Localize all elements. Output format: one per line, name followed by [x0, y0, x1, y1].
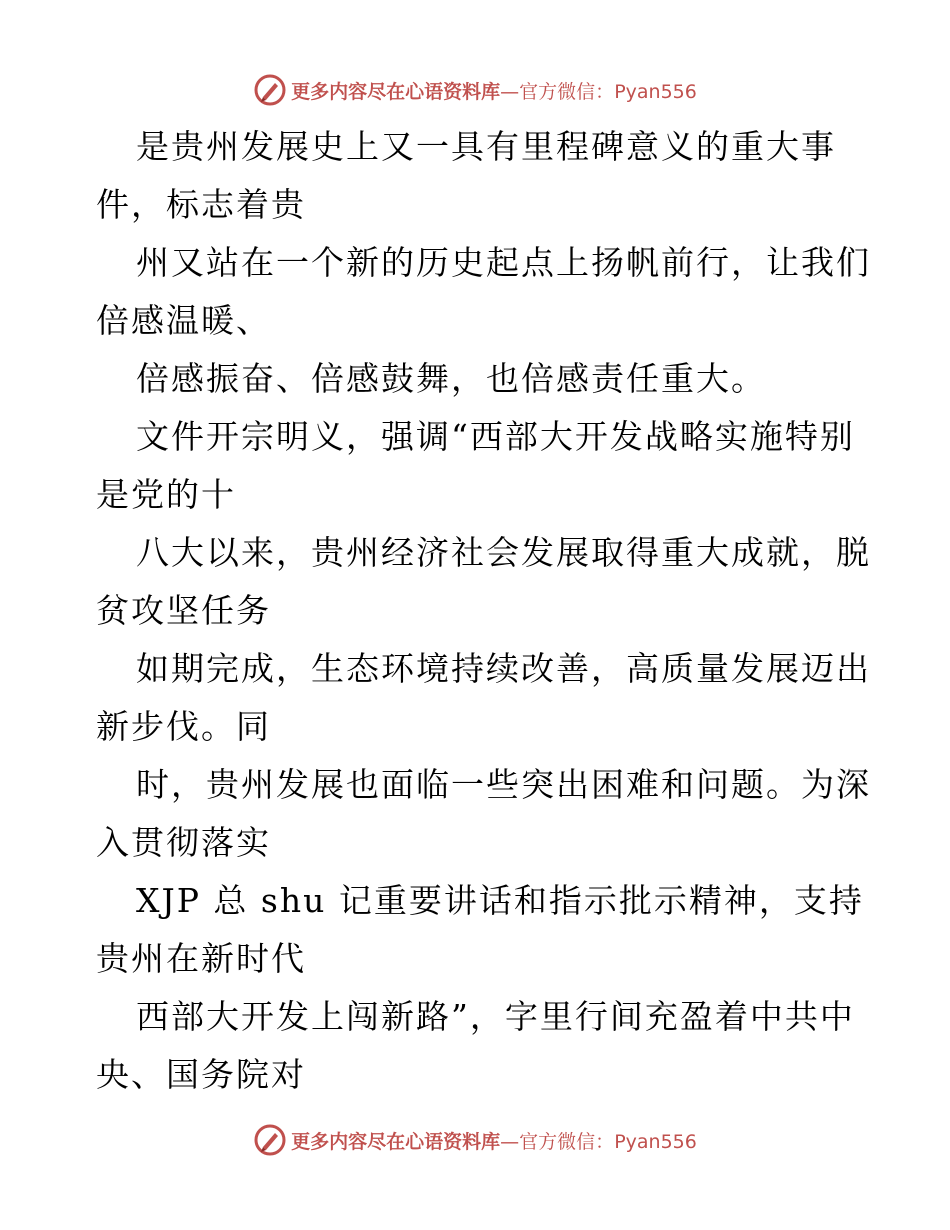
body-line: 新步伐。同	[96, 707, 271, 746]
body-line: 是党的十	[96, 475, 236, 514]
document-body	[96, 118, 871, 1104]
body-line: XJP 总 shu 记重要讲话和指示批示精神，支持	[136, 881, 864, 920]
footer-wechat-id: Pyan556	[614, 1130, 697, 1153]
header-banner	[0, 70, 950, 110]
body-line: 西部大开发上闯新路”，字里行间充盈着中共中	[136, 997, 855, 1036]
header-brand: 更多内容尽在心语资料库	[291, 80, 501, 103]
footer-wechat-label: 官方微信：	[519, 1130, 615, 1153]
pen-logo-icon	[253, 73, 287, 107]
header-separator: —	[500, 80, 520, 103]
footer-banner-text	[291, 1127, 697, 1154]
footer-separator: —	[500, 1130, 520, 1153]
footer-banner	[0, 1120, 950, 1160]
body-line: 贵州在新时代	[96, 939, 306, 978]
body-line: 央、国务院对	[96, 1055, 306, 1094]
body-line: 时，贵州发展也面临一些突出困难和问题。为深	[136, 765, 871, 804]
pen-logo-icon	[253, 1123, 287, 1157]
body-line: 贫攻坚任务	[96, 591, 271, 630]
body-line: 入贯彻落实	[96, 823, 271, 862]
body-line: 倍感振奋、倍感鼓舞，也倍感责任重大。	[136, 359, 766, 398]
body-line: 八大以来，贵州经济社会发展取得重大成就，脱	[136, 533, 871, 572]
body-line: 州又站在一个新的历史起点上扬帆前行，让我们	[136, 243, 871, 282]
header-banner-text	[291, 77, 697, 104]
body-line: 件，标志着贵	[96, 185, 306, 224]
header-wechat-id: Pyan556	[614, 80, 697, 103]
footer-brand: 更多内容尽在心语资料库	[291, 1130, 501, 1153]
body-line: 如期完成，生态环境持续改善，高质量发展迈出	[136, 649, 871, 688]
body-line: 是贵州发展史上又一具有里程碑意义的重大事	[136, 127, 836, 166]
body-line: 倍感温暖、	[96, 301, 271, 340]
body-line: 文件开宗明义，强调“西部大开发战略实施特别	[136, 417, 855, 456]
header-wechat-label: 官方微信：	[519, 80, 615, 103]
